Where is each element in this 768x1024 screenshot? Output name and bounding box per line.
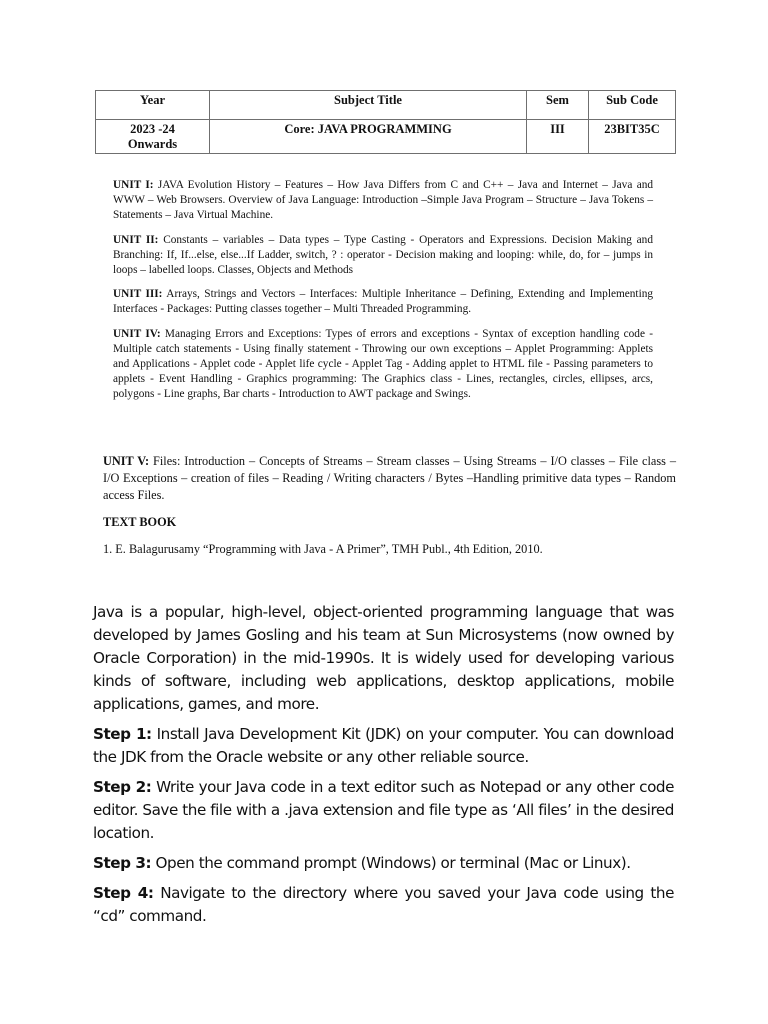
textbook-item: 1. E. Balagurusamy “Programming with Java - A Primer”, TMH Publ., 4th Edition, 2010. xyxy=(103,542,543,556)
step-2-text: Write your Java code in a text editor such as Notepad or any other code editor. Save the file with a .java extension and file type as ‘All files’ in the desired location. xyxy=(93,778,674,842)
cell-year-line2: Onwards xyxy=(127,137,178,151)
step-3-text: Open the command prompt (Windows) or terminal (Mac or Linux). xyxy=(155,854,631,872)
unit-1-label: UNIT I: xyxy=(113,179,154,191)
cell-subject: Core: JAVA PROGRAMMING xyxy=(210,120,527,154)
table-row xyxy=(96,120,676,154)
textbook-heading: TEXT BOOK xyxy=(103,515,177,529)
cell-sub-code: 23BIT35C xyxy=(589,120,676,154)
unit-2 xyxy=(113,233,653,279)
header-year: Year xyxy=(96,91,210,120)
unit-1-text: JAVA Evolution History – Features – How Java Differs from C and C++ – Java and Internet – Java and WWW – Web Browsers. Overview of Java Language: Introduction –Simple Java Program – Structure – Java Tokens – Statements – Java Virtual Machine. xyxy=(113,179,653,222)
unit-5-label: UNIT V: xyxy=(103,454,150,468)
header-sub-code: Sub Code xyxy=(589,91,676,120)
syllabus-table xyxy=(95,90,676,154)
unit-4 xyxy=(113,327,653,403)
step-4-text: Navigate to the directory where you saved your Java code using the “cd” command. xyxy=(93,884,674,925)
step-3-label: Step 3: xyxy=(93,854,152,872)
step-2 xyxy=(93,776,674,845)
unit-5 xyxy=(103,453,676,504)
step-2-label: Step 2: xyxy=(93,778,152,796)
cell-sem: III xyxy=(527,120,589,154)
unit-2-text: Constants – variables – Data types – Type Casting - Operators and Expressions. Decision Making and Branching: If, If...else, else...If Ladder, switch, ? : operator - Decision making and looping: while, do, for – jumps in loops – labelled loops. Classes, Objects and Methods xyxy=(113,233,653,277)
unit-3 xyxy=(113,287,653,317)
header-sem: Sem xyxy=(527,91,589,120)
step-1-text: Install Java Development Kit (JDK) on your computer. You can download the JDK from the Oracle website or any other reliable source. xyxy=(93,725,674,766)
step-3 xyxy=(93,852,674,875)
unit-3-text: Arrays, Strings and Vectors – Interfaces: Multiple Inheritance – Defining, Extending and Implementing Interfaces - Packages: Putting classes together – Multi Threaded Programming. xyxy=(113,288,653,316)
unit-3-label: UNIT III: xyxy=(113,288,163,301)
cell-year-line1: 2023 -24 xyxy=(130,122,175,136)
units-section xyxy=(113,178,653,412)
header-subject-title: Subject Title xyxy=(210,91,527,120)
unit-5-text: Files: Introduction – Concepts of Streams – Stream classes – Using Streams – I/O classes – File class – I/O Exceptions – creation of files – Reading / Writing characters / Bytes –Handling primitive data types – Random access Files. xyxy=(103,454,676,502)
unit-4-text: Managing Errors and Exceptions: Types of errors and exceptions - Syntax of exception handling code - Multiple catch statements - Using finally statement - Throwing our own exceptions – Applet Programming: Applets and Applications - Applet code - Applet life cycle - Applet Tag - Adding applet to HTML file - Passing parameters to applets - Event Handling - Graphics programming: The Graphics class - Lines, rectangles, circles, ellipses, arcs, polygons - Line graphs, Bar charts - Introduction to AWT package and Swings. xyxy=(113,327,654,401)
table-header-row xyxy=(96,91,676,120)
unit-2-label: UNIT II: xyxy=(113,233,159,246)
java-intro-section xyxy=(93,601,674,935)
step-4 xyxy=(93,882,674,928)
unit-1 xyxy=(113,178,653,224)
step-4-label: Step 4: xyxy=(93,884,154,902)
step-1-label: Step 1: xyxy=(93,725,152,743)
step-1 xyxy=(93,723,674,769)
unit-4-label: UNIT IV: xyxy=(113,327,161,340)
cell-year xyxy=(96,120,210,154)
intro-paragraph: Java is a popular, high-level, object-oriented programming language that was developed by James Gosling and his team at Sun Microsystems (now owned by Oracle Corporation) in the mid-1990s. It is widely used for developing various kinds of software, including web applications, desktop applications, mobile applications, games, and more. xyxy=(93,603,674,713)
